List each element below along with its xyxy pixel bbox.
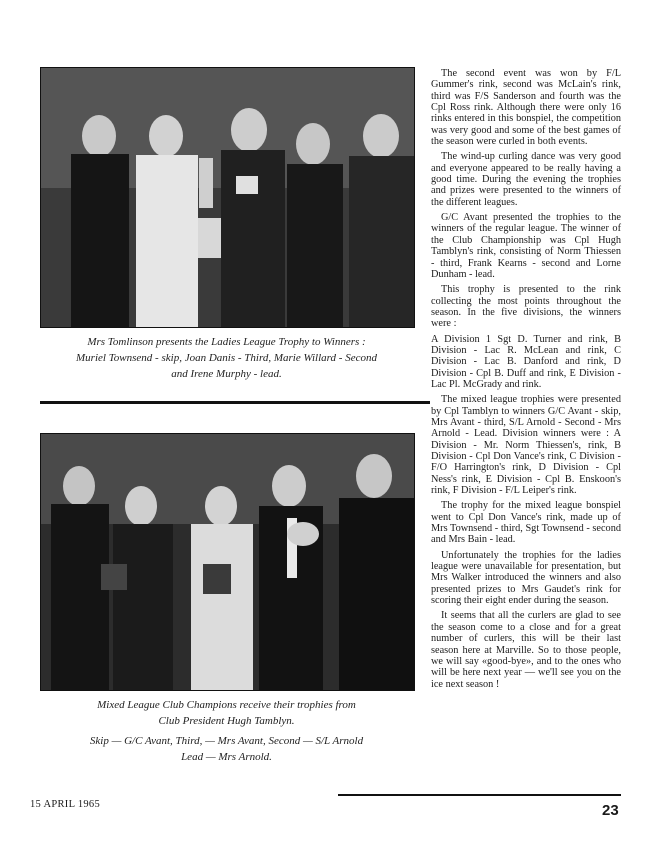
ladies-league-photo-image bbox=[41, 68, 414, 327]
section-divider bbox=[40, 401, 430, 404]
article-paragraph: Unfortunately the trophies for the ladies league were unavailable for presentation, but Mrs Walker introduced the winners and also presented prizes to Mrs Gaudet's rink for scoring their eight ender during the season. bbox=[431, 549, 621, 607]
caption-line: Mrs Tomlinson presents the Ladies League Trophy to Winners : bbox=[87, 336, 366, 348]
article-paragraph: The trophy for the mixed league bonspiel went to Cpl Don Vance's rink, made up of Mrs Townsend - third, Sgt Townsend - second and Mrs Bain - lead. bbox=[431, 500, 621, 546]
caption-line: Lead — Mrs Arnold. bbox=[181, 751, 272, 763]
footer-rule bbox=[338, 794, 621, 796]
ladies-league-caption bbox=[40, 334, 413, 382]
article-paragraph: The wind-up curling dance was very good and everyone appeared to be really having a good time. During the evening the trophies and prizes were presented to the winners of the different leagues. bbox=[431, 151, 621, 208]
article-paragraph: The second event was won by F/L Gummer's rink, second was McLain's rink, third was F/S Sanderson and fourth was the Cpl Ross rink. Although there were only 16 rinks entered in this bonspiel, the competition was very good and some of the best games of the season were curled in both events. bbox=[431, 68, 621, 148]
caption-line: Skip — G/C Avant, Third, — Mrs Avant, Second — S/L Arnold bbox=[89, 735, 364, 747]
mixed-league-photo-image bbox=[41, 434, 414, 690]
article-paragraph: A Division 1 Sgt D. Turner and rink, B Division - Lac R. McLean and rink, C Division - Lac B. Danford and rink, D Division - Cpl B. Duff and rink, E Division - Lac Pl. McGrady and rink. bbox=[431, 333, 621, 390]
caption-line: Mixed League Club Champions receive their trophies from bbox=[97, 699, 356, 711]
article-paragraph: G/C Avant presented the trophies to the winners of the regular league. The winner of the Club Championship was Cpl Hugh Tamblyn's rink, consisting of Norm Thiessen - third, Frank Kearns - second and Lorne Dunham - lead. bbox=[431, 212, 621, 280]
article-column bbox=[431, 68, 621, 694]
article-paragraph: The mixed league trophies were presented by Cpl Tamblyn to winners G/C Avant - skip, Mrs Avant - third, S/L Arnold - Second - Mrs Arnold - Lead. Division winners were : A Division - Mr. Norm Thiessen's, rink, B Division - Cpl Don Vance's rink, C Division - F/O Harrington's rink, D Division - Cpl Ness's rink, E Division - Cpl B. Enskoon's rink, F Division - F/L Leiper's rink. bbox=[431, 394, 621, 497]
caption-line: Muriel Townsend - skip, Joan Danis - Third, Marie Willard - Second bbox=[76, 352, 377, 364]
ladies-league-photo bbox=[40, 67, 415, 328]
issue-date: 15 APRIL 1965 bbox=[30, 799, 101, 810]
article-paragraph: This trophy is presented to the rink collecting the most points throughout the season. In the five divisions, the winners were : bbox=[431, 284, 621, 330]
mixed-league-photo bbox=[40, 433, 415, 691]
mixed-league-caption bbox=[40, 697, 413, 765]
caption-line: and Irene Murphy - lead. bbox=[171, 368, 282, 380]
article-paragraph: It seems that all the curlers are glad to see the season come to a close and for a great number of curlers, this will be their last season here at Marville. So to those people, we will say «good-bye», and to the ones who will be here next year — we'll see you on the ice next season ! bbox=[431, 610, 621, 690]
caption-line: Club President Hugh Tamblyn. bbox=[158, 715, 295, 727]
page-number: 23 bbox=[602, 802, 619, 819]
